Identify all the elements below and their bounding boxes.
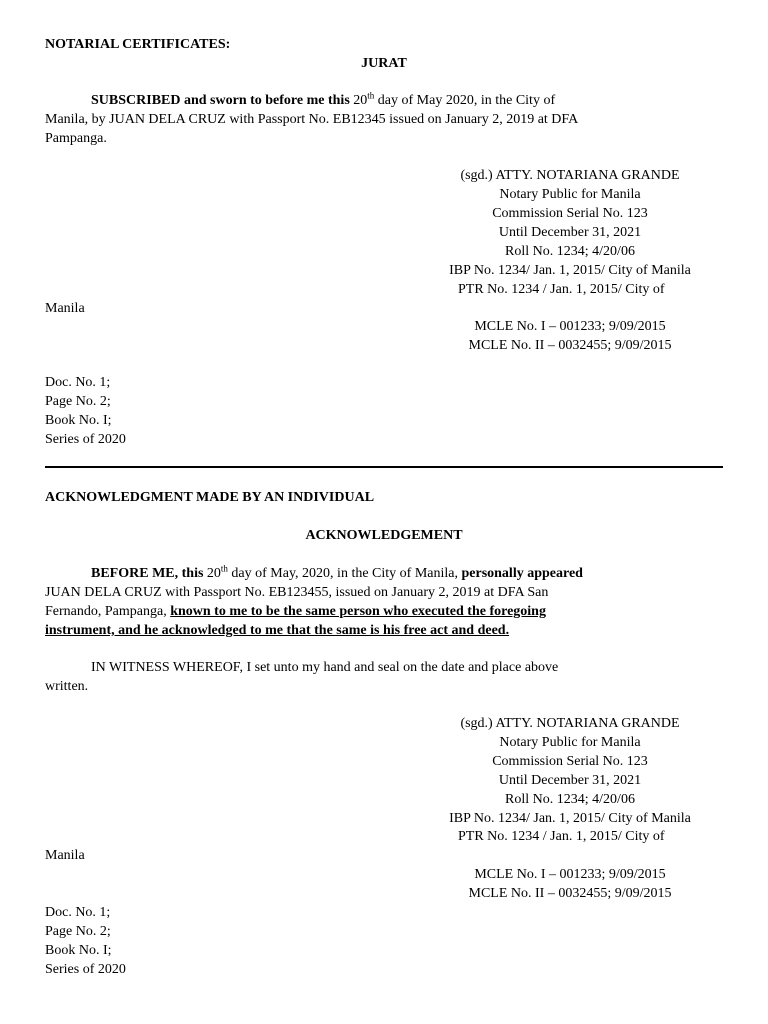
ack-date-text: day of May, 2020, in the City of Manila, [227, 566, 462, 581]
jurat-series: Series of 2020 [45, 432, 126, 447]
ack-roll-no: Roll No. 1234; 4/20/06 [505, 792, 635, 807]
jurat-day-suffix: th [367, 90, 375, 101]
ack-ptr-no: PTR No. 1234 / Jan. 1, 2015/ City of [458, 829, 665, 844]
jurat-ibp-no: IBP No. 1234/ Jan. 1, 2015/ City of Manila [449, 263, 691, 278]
ack-location-text: Fernando, Pampanga, [45, 604, 171, 619]
ack-ptr-wrap: Manila [45, 848, 85, 863]
ack-commission-until: Until December 31, 2021 [498, 773, 642, 788]
ack-signatory-name: (sgd.) ATTY. NOTARIANA GRANDE [460, 716, 680, 731]
ack-day: 20 [206, 566, 221, 581]
jurat-page-no: Page No. 2; [45, 394, 111, 409]
jurat-book-no: Book No. I; [45, 413, 112, 428]
jurat-paragraph-line-1 [91, 92, 555, 110]
ack-before-me-text: BEFORE ME, this [91, 566, 204, 581]
jurat-commission-serial: Commission Serial No. 123 [492, 206, 648, 221]
ack-commission-serial: Commission Serial No. 123 [492, 754, 648, 769]
witness-line-1: IN WITNESS WHEREOF, I set unto my hand and seal on the date and place above [91, 660, 559, 675]
ack-series: Series of 2020 [45, 962, 126, 977]
ack-mcle-2: MCLE No. II – 0032455; 9/09/2015 [468, 886, 672, 901]
ack-doc-no: Doc. No. 1; [45, 905, 111, 920]
jurat-ptr-wrap: Manila [45, 301, 85, 316]
ack-mcle-1: MCLE No. I – 001233; 9/09/2015 [474, 867, 666, 882]
jurat-roll-no: Roll No. 1234; 4/20/06 [505, 244, 635, 259]
jurat-subscribed-text: SUBSCRIBED and sworn to before me this [91, 93, 350, 108]
jurat-mcle-1: MCLE No. I – 001233; 9/09/2015 [474, 319, 666, 334]
jurat-ptr-no: PTR No. 1234 / Jan. 1, 2015/ City of [458, 282, 665, 297]
witness-line-2: written. [45, 679, 89, 694]
ack-paragraph-line-2: JUAN DELA CRUZ with Passport No. EB123455, issued on January 2, 2019 at DFA San [45, 585, 549, 600]
jurat-mcle-2: MCLE No. II – 0032455; 9/09/2015 [468, 338, 672, 353]
notarial-certificates-heading: NOTARIAL CERTIFICATES: [45, 37, 231, 52]
ack-paragraph-line-4: instrument, and he acknowledged to me that the same is his free act and deed. [45, 623, 510, 638]
acknowledgement-title: ACKNOWLEDGEMENT [305, 528, 463, 543]
jurat-day: 20 [353, 93, 368, 108]
jurat-date-text: day of May 2020, in the City of [374, 93, 556, 108]
section-divider [45, 466, 723, 468]
ack-day-suffix: th [220, 563, 228, 574]
ack-ibp-no: IBP No. 1234/ Jan. 1, 2015/ City of Manila [449, 811, 691, 826]
acknowledgment-heading: ACKNOWLEDGMENT MADE BY AN INDIVIDUAL [45, 490, 375, 505]
jurat-doc-no: Doc. No. 1; [45, 375, 111, 390]
ack-paragraph-line-1 [91, 565, 583, 583]
jurat-paragraph-line-2: Manila, by JUAN DELA CRUZ with Passport No. EB12345 issued on January 2, 2019 at DFA [45, 112, 579, 127]
jurat-paragraph-line-3: Pampanga. [45, 131, 107, 146]
ack-personally-appeared-text: personally appeared [461, 566, 583, 581]
ack-notary-role: Notary Public for Manila [499, 735, 641, 750]
jurat-notary-role: Notary Public for Manila [499, 187, 641, 202]
ack-paragraph-line-3 [45, 603, 546, 621]
jurat-title: JURAT [361, 56, 407, 71]
ack-book-no: Book No. I; [45, 943, 112, 958]
jurat-signatory-name: (sgd.) ATTY. NOTARIANA GRANDE [460, 168, 680, 183]
ack-page-no: Page No. 2; [45, 924, 111, 939]
ack-known-to-me-text: known to me to be the same person who executed the foregoing [170, 604, 546, 619]
jurat-commission-until: Until December 31, 2021 [498, 225, 642, 240]
